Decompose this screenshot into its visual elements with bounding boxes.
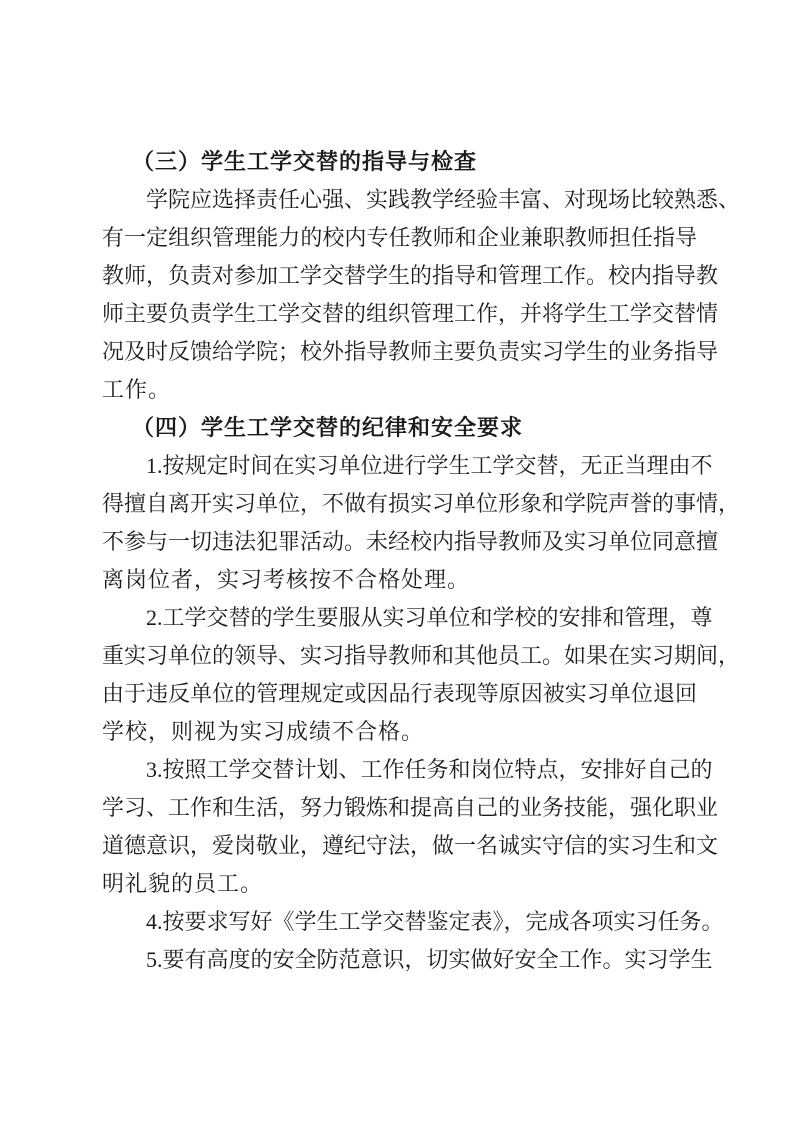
paragraph-line: 工作。 bbox=[102, 377, 172, 402]
numbered-item-line: 离岗位者，实习考核按不合格处理。 bbox=[102, 567, 471, 592]
numbered-item-line: 5.要有高度的安全防范意识，切实做好安全工作。实习学生 bbox=[146, 947, 713, 972]
section-heading-4: （四）学生工学交替的纪律和安全要求 bbox=[132, 415, 524, 440]
numbered-item-line: 得擅自离开实习单位，不做有损实习单位形象和学院声誉的事情， bbox=[102, 491, 741, 516]
numbered-item-line: 明礼貌的员工。 bbox=[102, 871, 264, 896]
paragraph-line: 况及时反馈给学院；校外指导教师主要负责实习学生的业务指导 bbox=[102, 339, 719, 364]
numbered-item-line: 1.按规定时间在实习单位进行学生工学交替，无正当理由不 bbox=[146, 453, 713, 478]
numbered-item-line: 2.工学交替的学生要服从实习单位和学校的安排和管理，尊 bbox=[146, 605, 713, 630]
numbered-item-line: 道德意识，爱岗敬业，遵纪守法，做一名诚实守信的实习生和文 bbox=[102, 833, 719, 858]
numbered-item-line: 4.按要求写好《学生工学交替鉴定表》，完成各项实习任务。 bbox=[146, 909, 724, 934]
paragraph-line: 有一定组织管理能力的校内专任教师和企业兼职教师担任指导 bbox=[102, 225, 697, 250]
document-text-block bbox=[102, 143, 741, 979]
numbered-item-line: 不参与一切违法犯罪活动。未经校内指导教师及实习单位同意擅 bbox=[102, 529, 719, 554]
numbered-item-line: 3.按照工学交替计划、工作任务和岗位特点，安排好自己的 bbox=[146, 757, 713, 782]
numbered-item-line: 学校，则视为实习成绩不合格。 bbox=[102, 719, 425, 744]
section-heading-3: （三）学生工学交替的指导与检查 bbox=[132, 149, 478, 174]
paragraph-line: 师主要负责学生工学交替的组织管理工作，并将学生工学交替情 bbox=[102, 301, 719, 326]
numbered-item-line: 由于违反单位的管理规定或因品行表现等原因被实习单位退回 bbox=[102, 681, 697, 706]
numbered-item-line: 重实习单位的领导、实习指导教师和其他员工。如果在实习期间， bbox=[102, 643, 741, 668]
paragraph-line: 学院应选择责任心强、实践教学经验丰富、对现场比较熟悉、 bbox=[146, 187, 741, 212]
numbered-item-line: 学习、工作和生活，努力锻炼和提高自己的业务技能，强化职业 bbox=[102, 795, 719, 820]
paragraph-line: 教师，负责对参加工学交替学生的指导和管理工作。校内指导教 bbox=[102, 263, 719, 288]
